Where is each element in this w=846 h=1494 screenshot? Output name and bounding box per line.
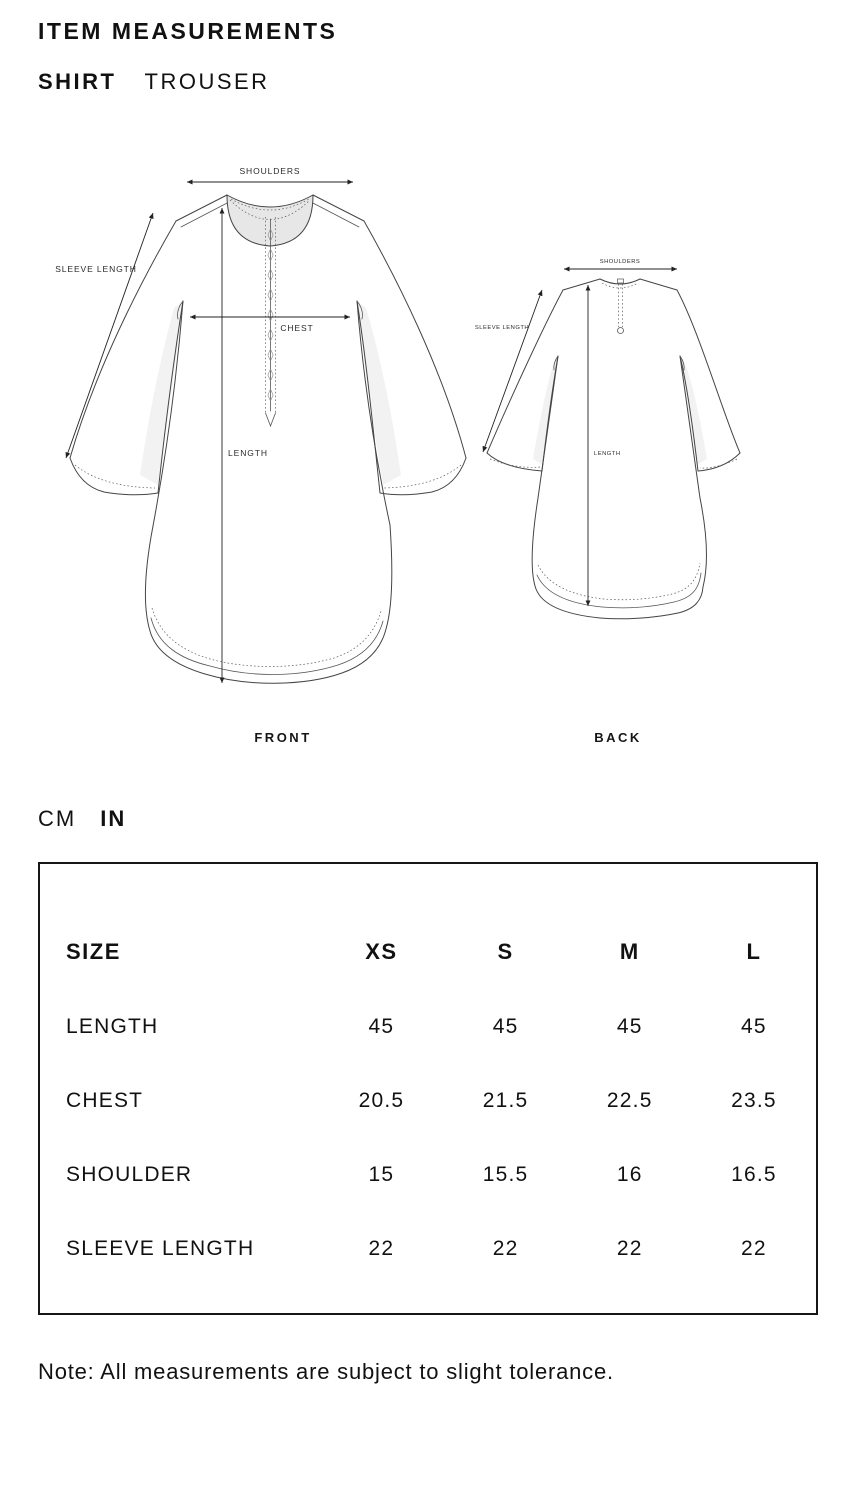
unit-in[interactable]: IN [100,806,127,831]
front-length-label: LENGTH [228,448,268,458]
cell: 22 [492,1237,519,1260]
back-caption: BACK [594,730,642,745]
unit-toggle [38,806,846,832]
column-header-s: S [497,939,514,964]
front-view [55,166,466,745]
cell: 22.5 [606,1089,653,1112]
cell: 16.5 [731,1163,777,1186]
column-header-xs: XS [365,939,398,964]
column-header-m: M [619,939,640,964]
cell: 45 [492,1015,519,1038]
back-length-label: LENGTH [594,451,621,457]
back-sleeve-length-label: SLEEVE LENGTH [474,325,530,331]
column-header-size: SIZE [66,939,121,964]
row-label: SHOULDER [66,1163,193,1186]
front-shoulders-label: SHOULDERS [239,166,301,176]
row-label: SLEEVE LENGTH [66,1237,255,1260]
shirt-measurement-diagram [0,113,846,793]
column-header-l: L [746,939,762,964]
front-sleeve-length-label: SLEEVE LENGTH [55,264,137,274]
cell: 20.5 [358,1089,405,1112]
table-row-sleeve-length [40,1212,816,1286]
tab-trouser[interactable]: TROUSER [144,69,270,94]
size-guide-page [0,18,846,1494]
cell: 22 [616,1237,643,1260]
cell: 21.5 [482,1089,529,1112]
back-shoulders-label: SHOULDERS [599,259,641,265]
cell: 15 [368,1163,395,1186]
table-header-row [40,864,816,990]
unit-cm[interactable]: CM [38,806,77,831]
front-caption: FRONT [254,730,312,745]
cell: 45 [368,1015,395,1038]
row-label: LENGTH [66,1015,159,1038]
measurements-table-frame [38,862,818,1315]
table-row-chest [40,1064,816,1138]
back-view [475,259,740,745]
garment-tabs [38,69,846,95]
cell: 45 [616,1015,643,1038]
front-chest-label: CHEST [280,323,314,333]
table-row-shoulder [40,1138,816,1212]
cell: 15.5 [482,1163,529,1186]
cell: 22 [741,1237,767,1260]
tolerance-note: Note: All measurements are subject to slight tolerance. [38,1359,614,1384]
cell: 16 [616,1163,643,1186]
cell: 23.5 [731,1089,777,1112]
cell: 45 [741,1015,767,1038]
measurements-table [40,864,816,1286]
page-title: ITEM MEASUREMENTS [38,18,338,44]
table-row-length [40,990,816,1064]
tab-shirt[interactable]: SHIRT [38,69,117,94]
row-label: CHEST [66,1089,144,1112]
cell: 22 [368,1237,395,1260]
